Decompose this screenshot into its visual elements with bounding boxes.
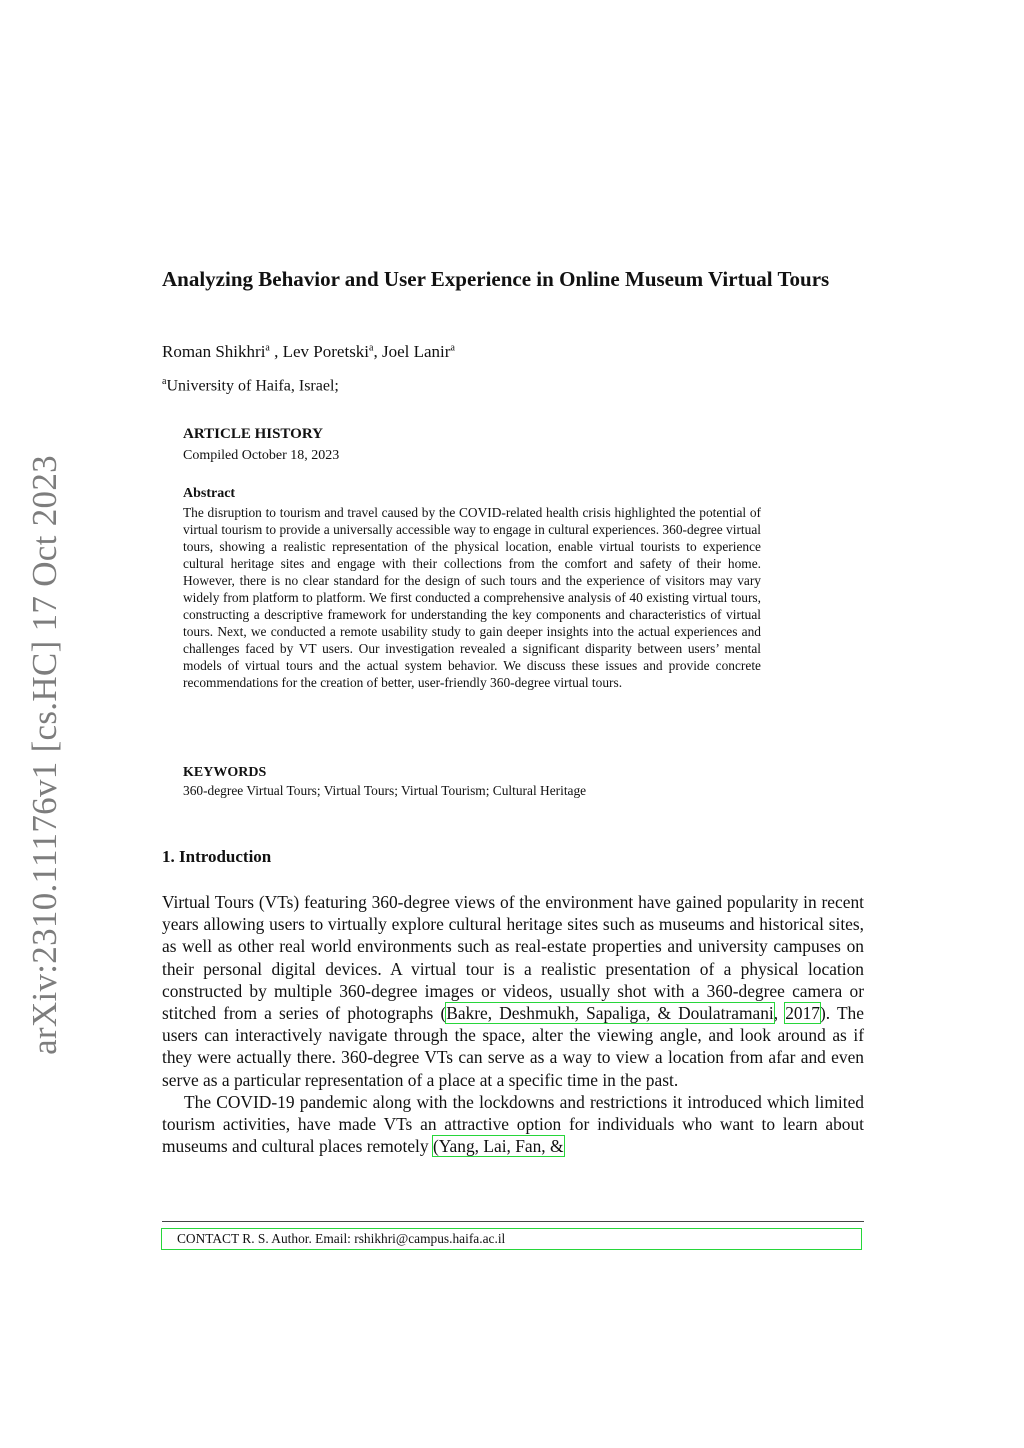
introduction-body [162, 891, 864, 1157]
author-name: Roman Shikhri [162, 342, 266, 361]
footnote-divider [162, 1221, 864, 1222]
author-list: Roman Shikhri$^a$ , Lev Poretski$^a$, Joel Lanir$^a$ [162, 342, 455, 361]
affiliation [162, 376, 339, 395]
citation-separator: , [773, 1003, 786, 1024]
citation-year-link[interactable]: 2017 [785, 1003, 820, 1024]
author-affiliation-mark: a [450, 342, 455, 354]
keywords-text: 360-degree Virtual Tours; Virtual Tours; Virtual Tourism; Cultural Heritage [183, 783, 587, 798]
author-affiliation-mark: a [369, 342, 374, 354]
citation-link-bakre[interactable]: Bakre, Deshmukh, Sapaliga, & Doulatramani [446, 1003, 774, 1024]
paragraph [162, 1091, 864, 1158]
paragraph-text: ). The users can interactively navigate through the space, alter the viewing angle, and look around as if they were actually there. 360-degree VTs can serve as a way to view a location from afar and even serve as a particular representation of a place at a specific time in the past. [162, 1003, 864, 1090]
affiliation-text: University of Haifa, Israel; [166, 377, 339, 395]
contact-footnote-text: CONTACT R. S. Author. Email: rshikhri@campus.haifa.ac.il [177, 1231, 506, 1246]
section-heading-introduction: 1. Introduction [162, 847, 272, 866]
paragraph-text: Virtual Tours (VTs) featuring 360-degree views of the environment have gained popularity in recent years allowing users to virtually explore cultural heritage sites such as museums and historical sites, as well as other real world environments such as real-estate properties and university campuses on their personal digital devices. A virtual tour is a realistic presentation of a physical location constructed by multiple 360-degree images or videos, usually shot with a 360-degree camera or stitched from a series of photographs ( [162, 892, 864, 1024]
compiled-date: Compiled October 18, 2023 [183, 448, 340, 463]
keywords-heading: KEYWORDS [183, 765, 267, 780]
citation-link-yang[interactable]: (Yang, Lai, Fan, & [432, 1136, 564, 1157]
affiliation-mark: a [162, 376, 167, 387]
abstract-text: The disruption to tourism and travel caused by the COVID-related health crisis highlighted the potential of virtual tourism to provide a universally accessible way to engage in cultural experiences. 360-degree virtual tours, showing a realistic representation of the physical location, enable virtual tourists to experience cultural heritage sites and engage with their collections from the comfort and safety of their home. However, there is no clear standard for the design of such tours and the experience of visitors may vary widely from platform to platform. We first conducted a comprehensive analysis of 40 existing virtual tours, constructing a descriptive framework for understanding the key components and characteristics of virtual tours. Next, we conducted a remote usability study to gain deeper insights into the actual experiences and challenges faced by VT users. Our investigation revealed a significant disparity between users’ mental models of virtual tours and the actual system behavior. We discuss these issues and provide concrete recommendations for the creation of better, user-friendly 360-degree virtual tours. [183, 505, 761, 691]
author-name: Lev Poretski [282, 342, 370, 361]
paragraph [162, 891, 864, 1091]
author-affiliation-mark: a [265, 342, 270, 354]
abstract-heading: Abstract [183, 486, 236, 501]
paragraph-text: The COVID-19 pandemic along with the lockdowns and restrictions it introduced which limited tourism activities, have made VTs an attractive option for individuals who want to learn about museums and cultural places remotely [162, 1091, 864, 1157]
contact-footnote-link[interactable] [161, 1228, 862, 1250]
paper-title: Analyzing Behavior and User Experience in Online Museum Virtual Tours [162, 267, 830, 291]
article-history-heading: ARTICLE HISTORY [183, 426, 323, 442]
arxiv-stamp [20, 455, 70, 1055]
author-name: Joel Lanir [381, 342, 451, 361]
arxiv-identifier: arXiv:2310.11176v1 [cs.HC] 17 Oct 2023 [25, 455, 64, 1055]
